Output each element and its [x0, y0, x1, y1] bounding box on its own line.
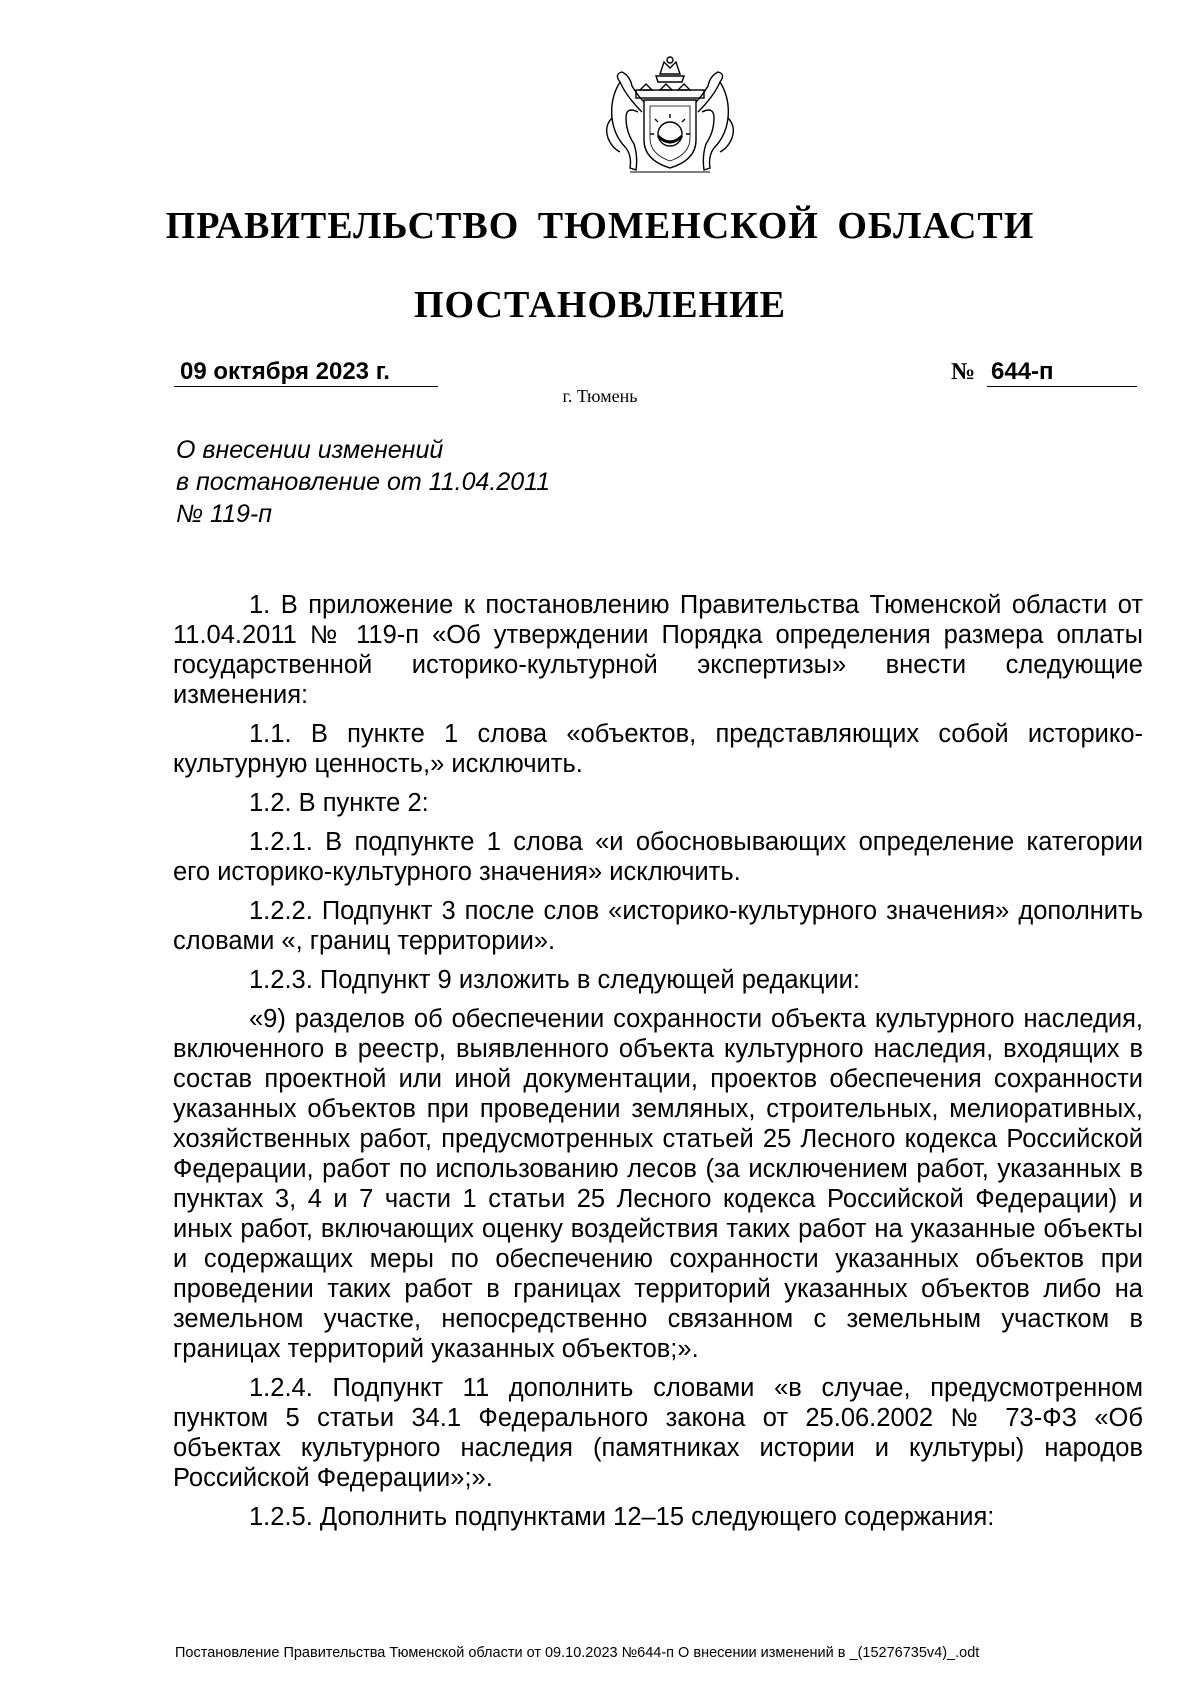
- subject-line: № 119-п: [176, 500, 272, 528]
- body-paragraph: 1.2.3. Подпункт 9 изложить в следующей редакции:: [249, 966, 860, 994]
- tyumen-oblast-coat-of-arms-icon: [590, 52, 750, 182]
- body-paragraph: 1.1. В пункте 1 слова «объектов, представляющих собой историко-культурную ценность,» исключить.: [173, 720, 1143, 778]
- body-paragraph: «9) разделов об обеспечении сохранности объекта культурного наследия, включенного в реестр, выявленного объекта культурного наследия, входящих в состав проектной или иной документации, проектов обеспечения сохранности указанных объектов при проведении земляных, строительных, мелиоративных, хозяйственных работ, предусмотренных статьей 25 Лесного кодекса Российской Федерации, работ по использованию лесов (за исключением работ, указанных в пунктах 3, 4 и 7 части 1 статьи 25 Лесного кодекса Российской Федерации) и иных работ, включающих оценку воздействия таких работ на указанные объекты и содержащих меры по обеспечению сохранности указанных объектов при проведении таких работ в границах территорий указанных объектов либо на земельном участке, непосредственно связанном с земельным участком в границах территорий указанных объектов;».: [173, 1005, 1143, 1363]
- body-paragraph: 1.2.4. Подпункт 11 дополнить словами «в случае, предусмотренном пунктом 5 статьи 34.1 Федерального закона от 25.06.2002 № 73-ФЗ «Об объектах культурного наследия (памятниках истории и культуры) народов Российской Федерации»;».: [173, 1374, 1143, 1492]
- organization-title: ПРАВИТЕЛЬСТВО ТЮМЕНСКОЙ ОБЛАСТИ: [165, 205, 1035, 247]
- document-subject: [176, 434, 596, 530]
- subject-line: в постановление от 11.04.2011: [176, 468, 551, 496]
- body-paragraph: 1.2.1. В подпункте 1 слова «и обосновывающих определение категории его историко-культурного значения» исключить.: [173, 828, 1143, 886]
- subject-line: О внесении изменений: [176, 436, 444, 464]
- body-paragraph: 1.2.5. Дополнить подпунктами 12–15 следующего содержания:: [249, 1503, 995, 1531]
- document-type-title: ПОСТАНОВЛЕНИЕ: [413, 284, 787, 326]
- document-body: [173, 590, 1143, 1541]
- body-paragraph: 1. В приложение к постановлению Правительства Тюменской области от 11.04.2011 № 119-п «Об утверждении Порядка определения размера оплаты государственной историко-культурной экспертизы» внести следующие изменения:: [173, 591, 1143, 709]
- document-number: 644-п: [987, 358, 1137, 387]
- document-city: г. Тюмень: [562, 386, 638, 406]
- document-date: 09 октября 2023 г.: [174, 358, 438, 387]
- page-footer: Постановление Правительства Тюменской области от 09.10.2023 №644-п О внесении изменений в _(15276735v4)_.odt: [175, 1645, 980, 1661]
- body-paragraph: 1.2.2. Подпункт 3 после слов «историко-культурного значения» дополнить словами «, границ территории».: [173, 897, 1143, 955]
- coat-of-arms-emblem: [590, 52, 750, 182]
- body-paragraph: 1.2. В пункте 2:: [249, 789, 429, 817]
- number-sign: №: [951, 359, 976, 385]
